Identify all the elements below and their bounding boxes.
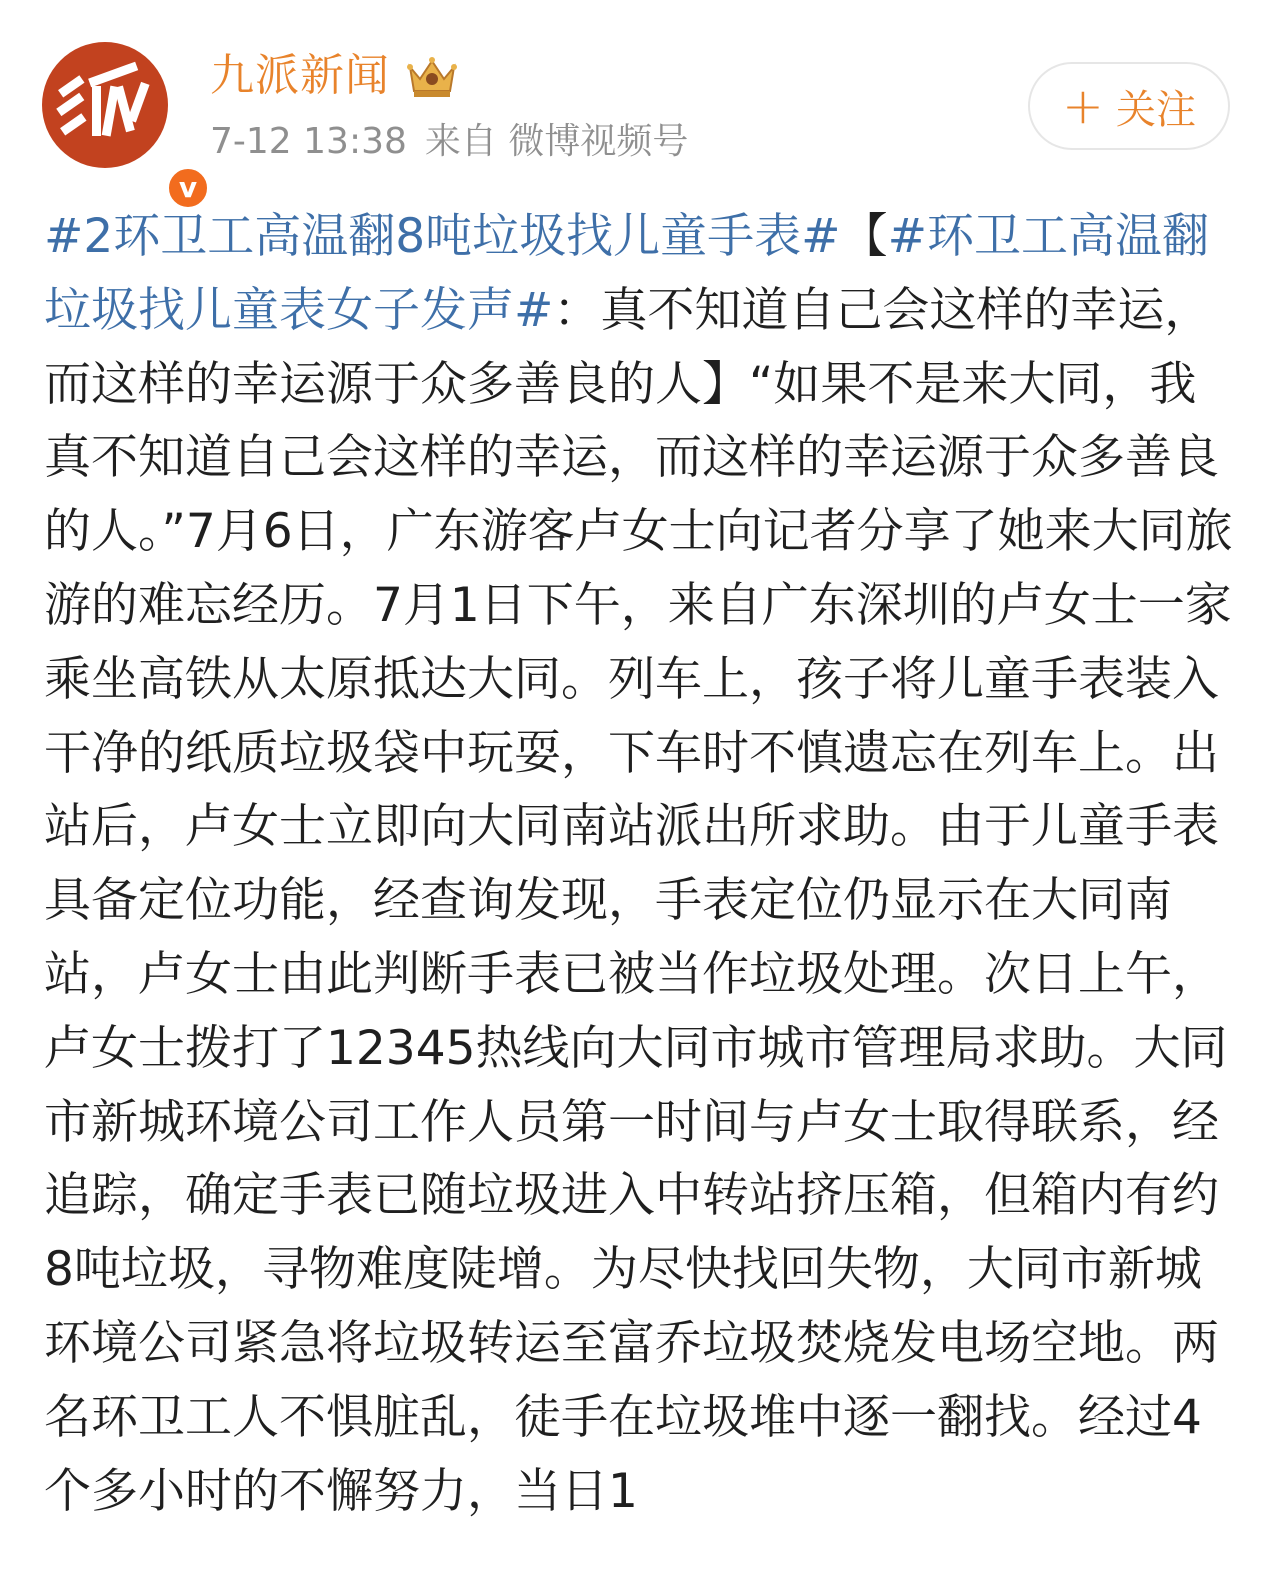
verified-v-icon: v: [166, 166, 210, 210]
post-text: [44, 200, 1236, 1528]
post-body-text: ：真不知道自己会这样的幸运，而这样的幸运源于众多善良的人】“如果不是来大同，我真不知道自己会这样的幸运，而这样的幸运源于众多善良的人。”7月6日，广东游客卢女士向记者分享了她来大同旅游的难忘经历。7月1日下午，来自广东深圳的卢女士一家乘坐高铁从太原抵达大同。列车上，孩子将儿童手表装入干净的纸质垃圾袋中玩耍，下车时不慎遗忘在列车上。出站后，卢女士立即向大同南站派出所求助。由于儿童手表具备定位功能，经查询发现，手表定位仍显示在大同南站，卢女士由此判断手表已被当作垃圾处理。次日上午，卢女士拨打了12345热线向大同市城市管理局求助。大同市新城环境公司工作人员第一时间与卢女士取得联系，经追踪，确定手表已随垃圾进入中转站挤压箱，但箱内有约8吨垃圾，寻物难度陡增。为尽快找回失物，大同市新城环境公司紧急将垃圾转运至富乔垃圾焚烧发电场空地。两名环卫工人不惧脏乱，徒手在垃圾堆中逐一翻找。经过4个多小时的不懈努力，当日1: [44, 282, 1233, 1519]
topic-link-1[interactable]: #2环卫工高温翻8吨垃圾找儿童手表#: [44, 209, 841, 264]
follow-button[interactable]: [1028, 62, 1230, 150]
post-meta: [210, 118, 706, 166]
plus-icon: +: [1062, 77, 1104, 135]
account-name[interactable]: 九派新闻: [210, 50, 390, 101]
crown-icon: [404, 53, 460, 99]
pai-logo-icon: [42, 42, 168, 168]
post-timestamp: 7-12 13:38: [210, 121, 407, 162]
bracket-open: 【: [840, 209, 888, 264]
post-source[interactable]: 来自 微博视频号: [424, 121, 689, 162]
account-name-row: [210, 48, 460, 104]
topic-link-2[interactable]: #环卫工高温翻垃圾找儿童表女子发声#: [44, 209, 1209, 338]
post-header: [0, 0, 1280, 204]
follow-label: 关注: [1115, 86, 1196, 133]
avatar[interactable]: [42, 42, 198, 204]
